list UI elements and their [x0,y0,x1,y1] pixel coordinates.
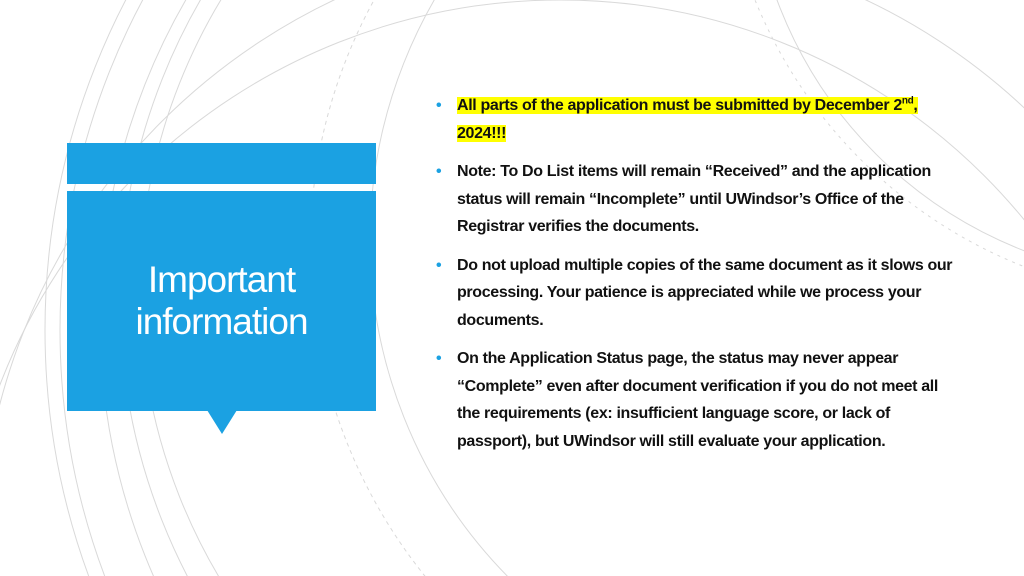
bullet-icon: • [436,256,442,274]
bullet-no-duplicates [436,252,956,335]
header-accent-bar [67,143,376,184]
slide-title: Important information [135,259,308,342]
bullet-icon: • [436,350,442,367]
bullet-deadline [436,92,956,147]
highlighted-deadline: All parts of the application must be submitted by December 2nd, 2024!!! [457,95,918,142]
bullet-icon: • [436,163,442,180]
bullet-note-text: Note: To Do List items will remain “Received” and the application status will remain “Incomplete” until UWindsor’s Office of the Registrar verifies the documents. [457,163,931,235]
title-box [67,191,376,411]
bullet-status [436,345,956,455]
bullet-status-text: On the Application Status page, the status may never appear “Complete” even after document verification if you do not meet all the requirements (ex: insufficient language score, or lack of passport), but UWindsor will still evaluate your application. [457,350,938,450]
bullet-note [436,158,956,241]
bullet-list [436,92,956,466]
bullet-no-duplicates-text: Do not upload multiple copies of the same document as it slows our processing. Your patience is appreciated while we process your documents. [457,256,953,329]
callout-pointer [207,410,237,434]
bullet-icon: • [436,97,442,114]
